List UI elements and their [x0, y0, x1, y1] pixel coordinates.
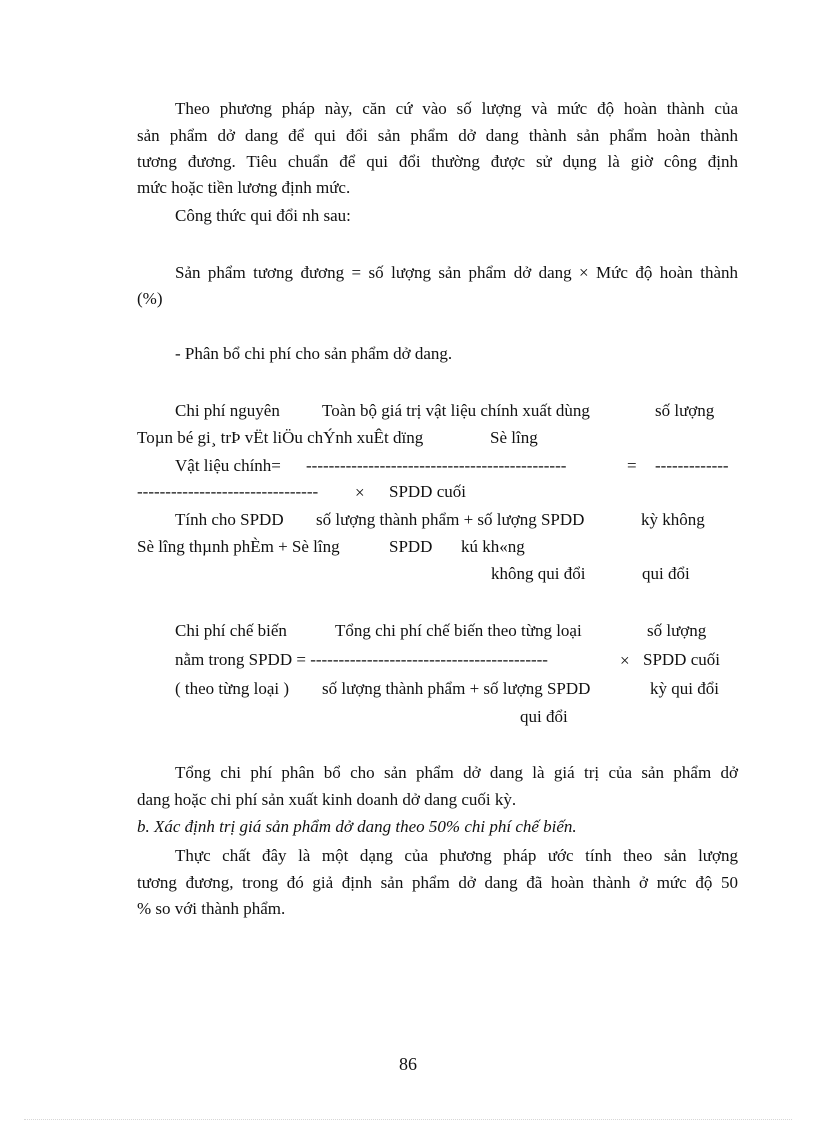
equivalent-product-formula-cont: (%) — [137, 289, 163, 308]
f1-line5-c: kỳ không — [641, 510, 705, 529]
allocation-bullet: - Phân bổ chi phí cho sản phẩm dở dang. — [175, 344, 453, 363]
para4-line1: Tổng chi phí phân bổ cho sản phẩm dở dang là giá trị của sản phẩm dở — [175, 763, 738, 782]
f1-line1-b: Toàn bộ giá trị vật liệu chính xuất dùng — [322, 401, 590, 420]
f1-line2-a: Toµn bé gi¸ trÞ vËt liÖu chÝnh xuÊt dïng — [137, 428, 424, 447]
para1-line3: tương đương. Tiêu chuẩn để qui đổi thường được sử dụng là giờ công định — [137, 152, 738, 171]
para1-line1: Theo phương pháp này, căn cứ vào số lượng và mức độ hoàn thành của — [175, 99, 738, 118]
f2-line1-a: Chi phí chế biến — [175, 621, 287, 640]
para1-line4: mức hoặc tiền lương định mức. — [137, 178, 351, 197]
equivalent-product-formula: Sản phẩm tương đương = số lượng sản phẩm dở dang × Mức độ hoàn thành — [175, 263, 738, 282]
f1-line4-a: -------------------------------- — [137, 482, 319, 501]
f2-line3-c: kỳ qui đổi — [650, 679, 719, 698]
f1-line5-a: Tính cho SPDD — [175, 510, 284, 529]
f2-line3-a: ( theo từng loại ) — [175, 679, 290, 698]
f1-line7-b: qui đổi — [642, 564, 690, 583]
f2-line4-a: qui đổi — [520, 707, 568, 726]
f2-line1-c: số lượng — [647, 621, 707, 640]
f1-line3-b: ---------------------------------------------- — [306, 456, 567, 475]
f1-line6-a: Sè lîng thµnh phÈm + Sè lîng — [137, 537, 340, 556]
f1-line4-times: × — [355, 483, 365, 502]
para5-line1: Thực chất đây là một dạng của phương pháp ước tính theo sản lượng — [175, 846, 738, 865]
f1-line3-c: = — [627, 456, 637, 475]
f1-line6-c: kú kh«ng — [461, 537, 525, 556]
f2-line2-times: × — [620, 651, 630, 670]
f1-line1-c: số lượng — [655, 401, 715, 420]
f2-line2-c: SPDD cuối — [643, 650, 720, 669]
f1-line4-c: SPDD cuối — [389, 482, 466, 501]
formula-intro: Công thức qui đổi nh sau: — [175, 206, 351, 225]
f1-line3-a: Vật liệu chính= — [175, 456, 281, 475]
f1-line1-a: Chi phí nguyên — [175, 401, 280, 420]
para1-line2: sản phẩm dở dang để qui đổi sản phẩm dở dang thành sản phẩm hoàn thành — [137, 126, 738, 145]
page-number: 86 — [399, 1054, 417, 1074]
f1-line5-b: số lượng thành phẩm + số lượng SPDD — [316, 510, 585, 529]
para4-line2: dang hoặc chi phí sản xuất kinh doanh dở dang cuối kỳ. — [137, 790, 517, 809]
f2-line1-b: Tổng chi phí chế biến theo từng loại — [335, 621, 582, 640]
f1-line2-b: Sè lîng — [490, 428, 538, 447]
f1-line6-b: SPDD — [389, 537, 433, 556]
f2-line2-a: nằm trong SPDD = ------------------------------------------ — [175, 650, 548, 669]
para5-line2: tương đương, trong đó giả định sản phẩm dở dang đã hoàn thành ở mức độ 50 — [137, 873, 738, 892]
bottom-divider — [24, 1119, 792, 1120]
f1-line7-a: không qui đổi — [491, 564, 586, 583]
f1-line3-d: ------------- — [655, 456, 729, 475]
para5-line3: % so với thành phẩm. — [137, 899, 286, 918]
f2-line3-b: số lượng thành phẩm + số lượng SPDD — [322, 679, 591, 698]
section-heading-b: b. Xác định trị giá sản phẩm dở dang theo 50% chi phí chế biến. — [137, 817, 577, 836]
